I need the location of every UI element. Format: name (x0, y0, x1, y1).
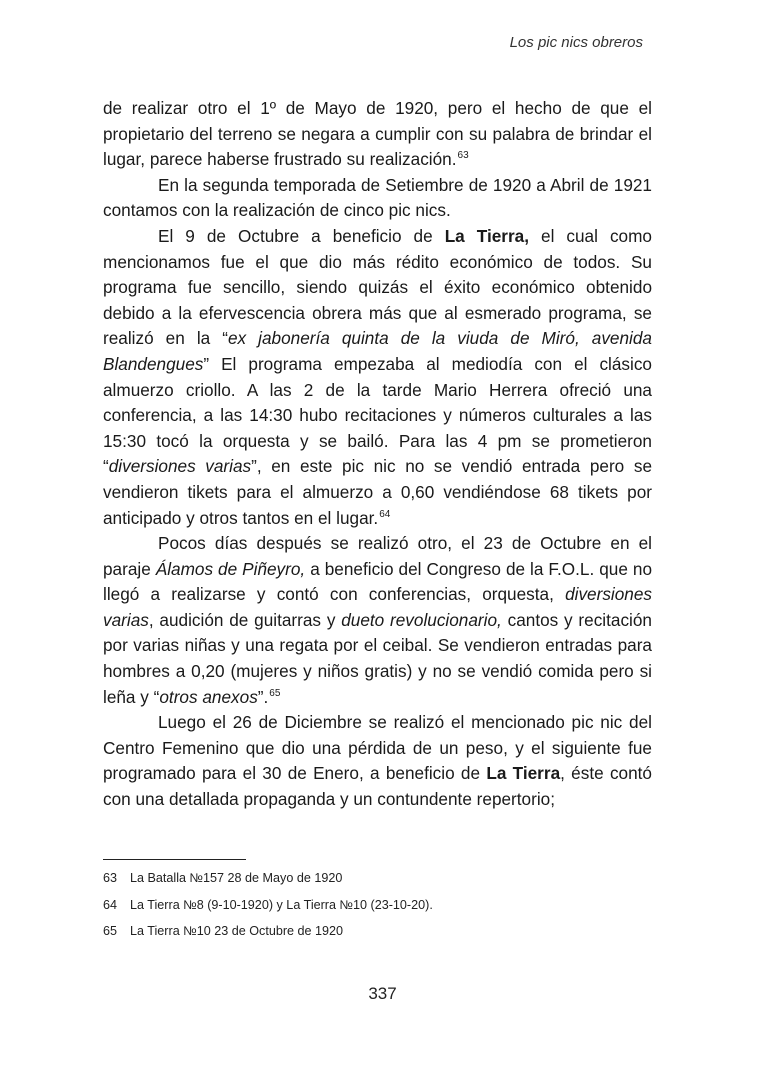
newspaper-name: La Tierra (486, 763, 561, 784)
footnote-number: 63 (103, 871, 118, 886)
page-number: 337 (368, 984, 397, 1003)
footnote-text: La Tierra №10 23 de Octubre de 1920 (130, 924, 344, 939)
footnote-number: 65 (103, 924, 118, 939)
paragraph-2: En la segunda temporada de Setiembre de 1920 a Abril de 1921 contamos con la realización de cinco pic nics. (103, 174, 652, 221)
footnote-text: La Tierra №8 (9-10-1920) y La Tierra №10 (23-10-20). (130, 897, 433, 912)
paragraph-1: de realizar otro el 1º de Mayo de 1920, pero el hecho de que el propietario del terreno se negara a cumplir con su palabra de brindar el lugar, parece haberse frustrado su realización.$^{63}$ (103, 98, 652, 170)
footnotes (103, 865, 652, 945)
paragraph-4: Pocos días después se realizó otro, el 23 de Octubre en el paraje Álamos de Piñeyro, a beneficio del Congreso de la F.O.L. que no llegó a realizarse y contó con conferencias, orquesta, diversiones varias, audición de guitarras y dueto revolucionario, cantos y recitación por varias niñas y una regata por el ceibal. Se vendieron entradas para hombres a 0,20 (mujeres y niños gratis) y no se vendió comida pero si leña y “otros anexos”.$^{65}$ (103, 533, 653, 707)
footnote-ref-64: 64 (379, 508, 391, 520)
footnote-63 (103, 865, 652, 892)
paragraph-3: El 9 de Octubre a beneficio de La Tierra, el cual como mencionamos fue el que dio más rédito económico de todos. Su programa fue sencillo, siendo quizás el éxito económico obtenido debido a la efervescencia obrera más que al esmerado programa, se realizó en la “ex jabonería quinta de la viuda de Miró, avenida Blandengues” El programa empezaba al mediodía con el clásico almuerzo criollo. A las 2 de la tarde Mario Herrera ofreció una conferencia, a las 14:30 hubo recitaciones y números culturales a las 15:30 tocó la orquesta y se bailó. Para las 4 pm se prometieron “diversiones varias”, en este pic nic no se vendió entrada pero se vendieron tikets para el almuerzo a 0,60 vendiéndose 68 tikets por anticipado y otros tantos en el lugar.$^{64}$ (103, 225, 652, 528)
footnote-ref-65: 65 (269, 687, 281, 699)
footnote-text: La Batalla №157 28 de Mayo de 1920 (130, 871, 343, 886)
footnote-65 (103, 918, 652, 945)
newspaper-name: La Tierra, (444, 225, 529, 246)
footnote-64 (103, 892, 652, 919)
footnote-divider (103, 859, 246, 860)
footnote-number: 64 (103, 897, 118, 912)
body-text (103, 96, 652, 813)
running-header: Los pic nics obreros (509, 34, 643, 51)
footnote-ref-63: 63 (457, 150, 469, 162)
paragraph-5: Luego el 26 de Diciembre se realizó el mencionado pic nic del Centro Femenino que dio una pérdida de un peso, y el siguiente fue programado para el 30 de Enero, a beneficio de La Tierra, éste contó con una detallada propaganda y un contundente repertorio; (103, 712, 652, 810)
